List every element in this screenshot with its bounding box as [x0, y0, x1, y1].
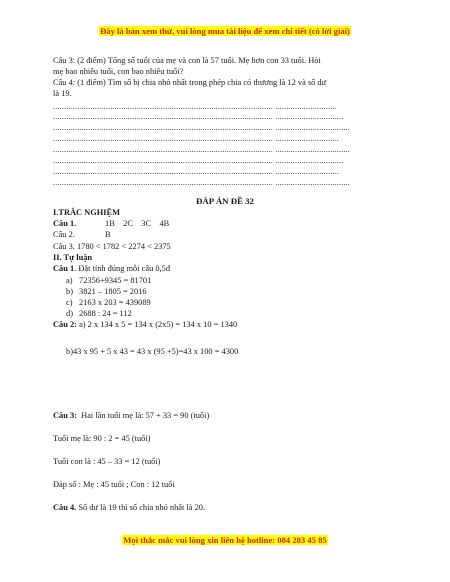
- answer-dotted-line: .................................................................................................... ..................................: [53, 124, 350, 132]
- essay-q3-child-age: Tuổi con là : 45 – 33 = 12 (tuổi): [53, 457, 161, 466]
- essay-q1-item: [66, 276, 152, 286]
- answer-dotted-line: .................................................................................................... ...............................: [53, 157, 344, 165]
- answer-key-title: ĐÁP ÁN ĐỀ 32: [196, 196, 254, 206]
- preview-notice-text: Đây là bản xem thử, vui lòng mua tài liệu để xem chi tiết (có lời giải): [100, 26, 350, 36]
- answer-dotted-line: .................................................................................................... ...............................: [53, 113, 344, 121]
- essay-q1-item: [66, 298, 151, 308]
- answer-dotted-line: .................................................................................................... .............................: [53, 168, 339, 176]
- mc-question-2-label: Câu 2.: [53, 230, 75, 239]
- essay-question-4-text: Số dư là 19 thì số chia nhỏ nhất là 20.: [76, 503, 206, 512]
- section-multiple-choice-heading: I.TRẮC NGHIỆM: [53, 208, 121, 217]
- mc-question-2: [53, 230, 111, 240]
- question-4-line-1: Câu 4: (1 điểm) Tìm số bị chia nhỏ nhất trong phép chia có thương là 12 và số dư: [53, 78, 327, 87]
- answer-dotted-line: .................................................................................................... ............................: [53, 103, 337, 111]
- item-text: 72356+9345 = 81701: [79, 276, 152, 285]
- essay-q3-mom-age: Tuổi mẹ là: 90 : 2 = 45 (tuổi): [53, 434, 151, 443]
- item-marker: d): [66, 309, 73, 318]
- preview-notice-banner: [0, 26, 450, 36]
- answer-dotted-line: .................................................................................................... .............................: [53, 135, 339, 143]
- essay-question-1-text: . Đặt tính đúng mỗi câu 0,5đ: [74, 264, 171, 273]
- mc-question-1-label: Câu 1.: [53, 219, 77, 228]
- mc-question-1-answers: 1B 2C 3C 4B: [105, 219, 170, 228]
- essay-question-1-label: Câu 1: [53, 264, 75, 273]
- essay-question-4-label: Câu 4.: [53, 503, 77, 512]
- item-marker: b): [66, 287, 73, 296]
- question-3-line-2: mẹ bao nhiêu tuổi, con bao nhiêu tuổi?: [53, 67, 184, 76]
- essay-question-4: [53, 503, 205, 513]
- essay-question-2-label: Câu 2:: [53, 320, 77, 329]
- essay-question-3-label: Câu 3:: [53, 411, 77, 420]
- item-marker: a): [66, 276, 73, 285]
- question-4-line-2: là 19.: [53, 89, 72, 98]
- answer-dotted-line: .................................................................................................... ..................................: [53, 179, 350, 187]
- item-text: 2163 x 203 = 439089: [79, 298, 151, 307]
- question-3-line-1: Câu 3: (2 điểm) Tổng số tuổi của mẹ và con là 57 tuổi. Mẹ hơn con 33 tuổi. Hỏi: [53, 56, 321, 65]
- answer-dotted-line: .................................................................................................... ..................................: [53, 146, 350, 154]
- essay-question-1: [53, 264, 170, 274]
- essay-question-2-part-a: a) 2 x 134 x 5 = 134 x (2x5) = 134 x 10 = 1340: [76, 320, 238, 329]
- mc-question-1: [53, 219, 170, 229]
- item-marker: c): [66, 298, 73, 307]
- mc-question-3: Câu 3. 1780 < 1782 < 2274 < 2375: [53, 242, 171, 251]
- essay-question-2-part-b: b)43 x 95 + 5 x 43 = 43 x (95 +5)=43 x 100 = 4300: [66, 347, 239, 356]
- essay-question-3: [53, 411, 209, 421]
- hotline-banner: [0, 535, 450, 545]
- essay-q1-item: [66, 287, 147, 297]
- essay-q3-result: Đáp số : Mẹ : 45 tuổi ; Con : 12 tuổi: [53, 480, 175, 489]
- hotline-text: Mọi thắc mắc vui lòng xin liên hệ hotline: 084 283 45 85: [123, 535, 327, 545]
- essay-q1-item: [66, 309, 132, 319]
- item-text: 3821 – 1805 = 2016: [79, 287, 147, 296]
- essay-question-2: [53, 320, 237, 330]
- item-text: 2688 : 24 = 112: [79, 309, 132, 318]
- essay-question-3-text: Hai lần tuổi mẹ là: 57 + 33 = 90 (tuổi): [76, 411, 210, 420]
- section-essay-heading: II. Tự luận: [53, 253, 93, 262]
- mc-question-2-answer: B: [105, 230, 111, 239]
